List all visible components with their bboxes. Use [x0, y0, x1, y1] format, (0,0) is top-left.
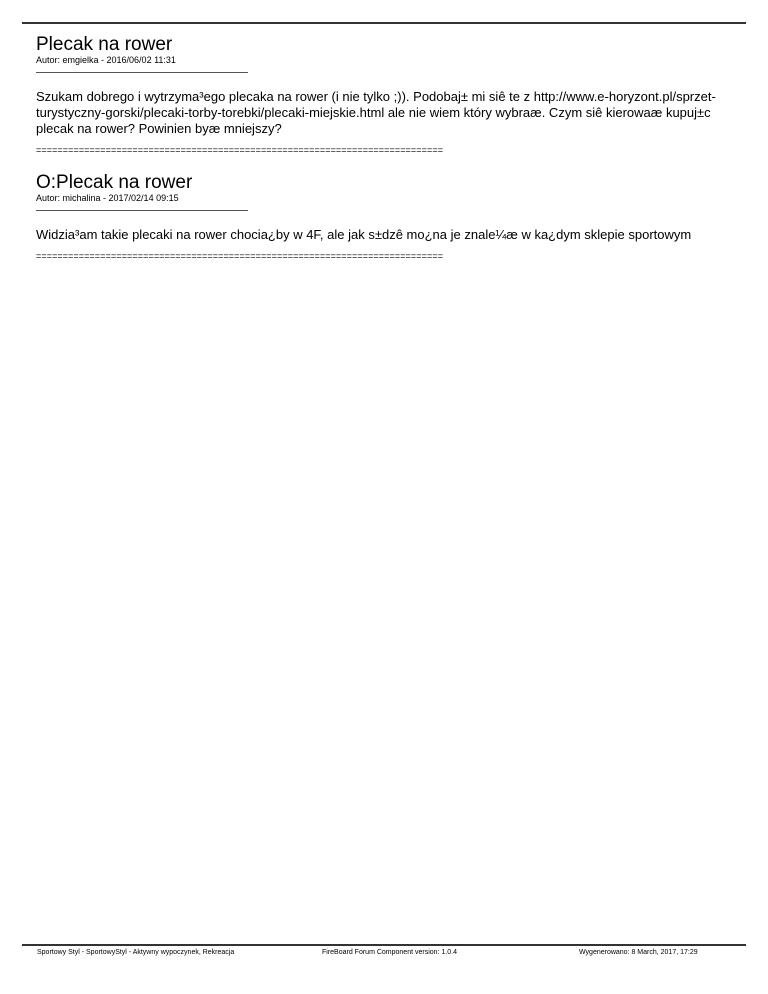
footer-divider	[22, 944, 746, 946]
post-meta-divider	[36, 210, 248, 211]
post-title: Plecak na rower	[36, 34, 173, 55]
top-divider	[22, 22, 746, 24]
footer-component-version: FireBoard Forum Component version: 1.0.4	[322, 949, 458, 956]
post-meta-divider	[36, 72, 248, 73]
post-author-date: Autor: emgielka - 2016/06/02 11:31	[36, 55, 176, 65]
post-body: Widzia³am takie plecaki na rower chocia¿by w 4F, ale jak s±dzê mo¿na je znale¼æ w ka¿dym sklepie sportowym	[36, 227, 692, 242]
post-separator: ============================================================================	[36, 145, 444, 155]
forum-post	[36, 35, 736, 156]
post-author-date: Autor: michalina - 2017/02/14 09:15	[36, 193, 179, 203]
post-title: O:Plecak na rower	[36, 172, 193, 193]
footer-site-name: Sportowy Styl - SportowyStyl - Aktywny wypoczynek, Rekreacja	[37, 949, 235, 956]
footer-generated-date: Wygenerowano: 8 March, 2017, 17:29	[579, 949, 698, 956]
post-separator: ============================================================================	[36, 251, 444, 261]
post-body: Szukam dobrego i wytrzyma³ego plecaka na rower (i nie tylko ;)). Podobaj± mi siê te z http://www.e-horyzont.pl/sprzet-turystyczny-gorski/plecaki-torby-torebki/plecaki-miejskie.html ale nie wiem który wybraæ. Czym siê kierowaæ kupuj±c plecak na rower? Powinien byæ mniejszy?	[36, 89, 716, 136]
forum-post	[36, 173, 736, 262]
